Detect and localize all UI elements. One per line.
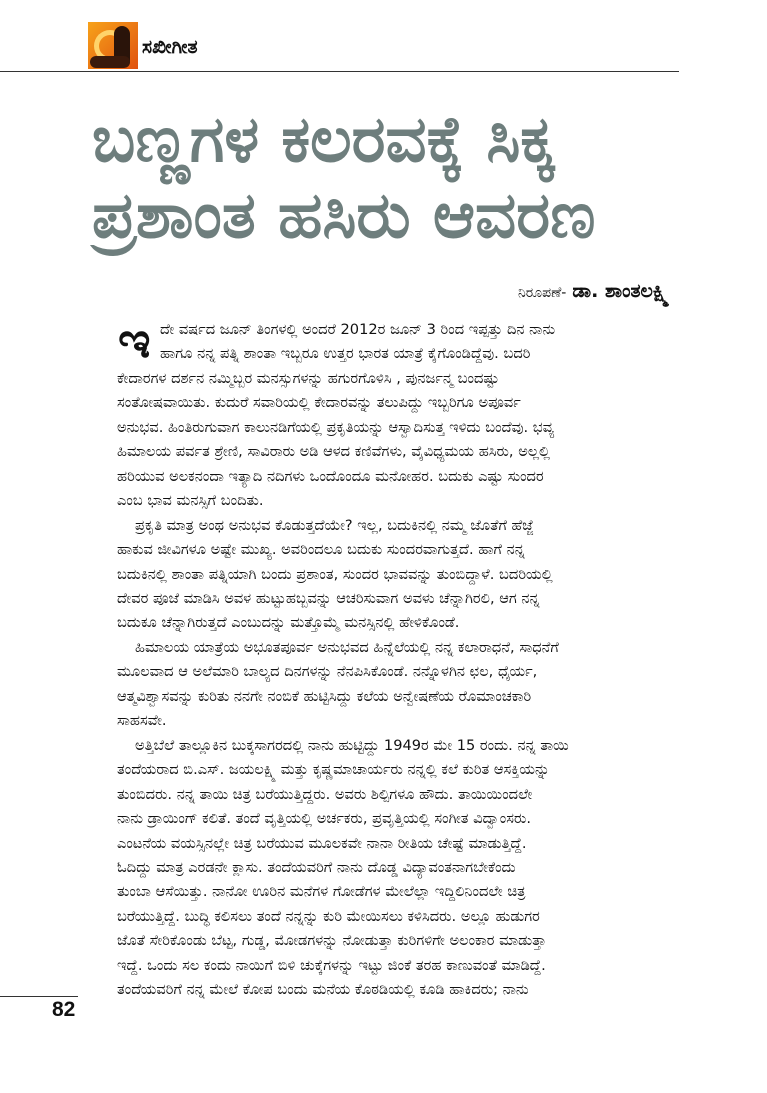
article-line: ಎಂಟನೆಯ ವಯಸ್ಸಿನಲ್ಲೇ ಚಿತ್ರ ಬರೆಯುವ ಮೂಲಕವೇ ನಾನಾ ರೀತಿಯ ಚೇಷ್ಟೆ ಮಾಡುತ್ತಿದ್ದೆ. — [117, 834, 527, 852]
section-name: ಸಖೀಗೀತ — [142, 36, 198, 58]
logo-base-icon — [90, 56, 130, 68]
article-line: ಸಂತೋಷವಾಯಿತು. ಕುದುರೆ ಸವಾರಿಯಲ್ಲಿ ಕೇದಾರವನ್ನು ತಲುಪಿದ್ದು ಇಬ್ಬರಿಗೂ ಅಪೂರ್ವ — [117, 394, 521, 412]
article-line: ತುಂಬಿದರು. ನನ್ನ ತಾಯಿ ಚಿತ್ರ ಬರೆಯುತ್ತಿದ್ದರು. ಅವರು ಶಿಲ್ಪಿಗಳೂ ಹೌದು. ತಾಯಿಯಿಂದಲೇ — [117, 785, 533, 803]
magazine-logo — [88, 22, 138, 69]
article-line: ಆತ್ಮವಿಶ್ವಾಸವನ್ನು ಕುರಿತು ನನಗೇ ನಂಬಿಕೆ ಹುಟ್ಟಿಸಿದ್ದು ಕಲೆಯ ಅನ್ವೇಷಣೆಯ ರೊಮಾಂಚಕಾರಿ — [117, 687, 532, 705]
article-line: ತಂದೆಯವರಿಗೆ ನನ್ನ ಮೇಲೆ ಕೋಪ ಬಂದು ಮನೆಯ ಕೊಠಡಿಯಲ್ಲಿ ಕೂಡಿ ಹಾಕಿದರು; ನಾನು — [117, 981, 529, 999]
byline — [518, 280, 669, 302]
article-line: ಪ್ರಕೃತಿ ಮಾತ್ರ ಅಂಥ ಅನುಭವ ಕೊಡುತ್ತದೆಯೇ? ಇಲ್ಲ, ಬದುಕಿನಲ್ಲಿ ನಮ್ಮ ಜೊತೆಗೆ ಹೆಜ್ಜೆ — [135, 516, 534, 534]
article-line: ಸಾಹಸವೇ. — [117, 712, 167, 730]
header-divider — [0, 71, 679, 72]
article-line: ಹಾಗೂ ನನ್ನ ಪತ್ನಿ ಶಾಂತಾ ಇಬ್ಬರೂ ಉತ್ತರ ಭಾರತ ಯಾತ್ರೆ ಕೈಗೊಂಡಿದ್ದೆವು. ಬದರಿ — [160, 345, 531, 363]
article-line: ಮೂಲವಾದ ಆ ಅಲೆಮಾರಿ ಬಾಲ್ಯದ ದಿನಗಳನ್ನು ನೆನಪಿಸಿಕೊಂಡೆ. ನನ್ನೊಳಗಿನ ಛಲ, ಧೈರ್ಯ, — [117, 663, 538, 681]
article-line: ಎಂಬ ಭಾವ ಮನಸ್ಸಿಗೆ ಬಂದಿತು. — [117, 492, 264, 510]
article-line: ಅತ್ತಿಬೆಲೆ ತಾಲ್ಲೂಕಿನ ಬುಕ್ಕಸಾಗರದಲ್ಲಿ ನಾನು ಹುಟ್ಟಿದ್ದು 1949ರ ಮೇ 15 ರಂದು. ನನ್ನ ತಾಯಿ — [135, 736, 569, 754]
article-line: ದೇವರ ಪೂಜೆ ಮಾಡಿಸಿ ಅವಳ ಹುಟ್ಟುಹಬ್ಬವನ್ನು ಆಚರಿಸುವಾಗ ಅವಳು ಚೆನ್ನಾಗಿರಲಿ, ಆಗ ನನ್ನ — [117, 589, 540, 607]
page-number: 82 — [52, 998, 76, 1021]
byline-label: ನಿರೂಪಣೆ- — [517, 285, 567, 301]
article-line: ಕೇದಾರಗಳ ದರ್ಶನ ನಮ್ಮಿಬ್ಬರ ಮನಸ್ಸುಗಳನ್ನು ಹಗುರಗೊಳಿಸಿ , ಪುನರ್ಜನ್ಮ ಬಂದಷ್ಟು — [117, 369, 500, 387]
article-body — [117, 318, 670, 1003]
page-number-divider — [0, 996, 78, 997]
title-line-2: ಪ್ರಶಾಂತ ಹಸಿರು ಆವರಣ — [92, 179, 596, 253]
article-line: ಹರಿಯುವ ಅಲಕನಂದಾ ಇತ್ಯಾದಿ ನದಿಗಳು ಒಂದೊಂದೂ ಮನೋಹರ. ಬದುಕು ಎಷ್ಟು ಸುಂದರ — [117, 467, 544, 485]
article-line: ಹಾಕುವ ಜೀವಿಗಳೂ ಅಷ್ಟೇ ಮುಖ್ಯ. ಅವರಿಂದಲೂ ಬದುಕು ಸುಂದರವಾಗುತ್ತದೆ. ಹಾಗೆ ನನ್ನ — [117, 541, 525, 559]
article-line: ಜೊತೆ ಸೇರಿಕೊಂಡು ಬೆಟ್ಟ, ಗುಡ್ಡ, ಮೋಡಗಳನ್ನು ನೋಡುತ್ತಾ ಕುರಿಗಳಿಗೇ ಅಲಂಕಾರ ಮಾಡುತ್ತಾ — [117, 932, 547, 950]
article-line: ಬರೆಯುತ್ತಿದ್ದೆ. ಬುದ್ಧಿ ಕಲಿಸಲು ತಂದೆ ನನ್ನನ್ನು ಕುರಿ ಮೇಯಿಸಲು ಕಳಿಸಿದರು. ಅಲ್ಲೂ ಹುಡುಗರ — [117, 907, 540, 925]
title-line-1: ಬಣ್ಣಗಳ ಕಲರವಕ್ಕೆ ಸಿಕ್ಕ — [92, 103, 556, 177]
article-line: ಓದಿದ್ದು ಮಾತ್ರ ಎರಡನೇ ಕ್ಲಾಸು. ತಂದೆಯವರಿಗೆ ನಾನು ದೊಡ್ಡ ವಿದ್ಯಾವಂತನಾಗಬೇಕೆಂದು — [117, 858, 516, 876]
article-line: ಹಿಮಾಲಯ ಪರ್ವತ ಶ್ರೇಣಿ, ಸಾವಿರಾರು ಅಡಿ ಆಳದ ಕಣಿವೆಗಳು, ವೈವಿಧ್ಯಮಯ ಹಸಿರು, ಅಲ್ಲಲ್ಲಿ — [117, 443, 551, 461]
article-line: ಬದುಕಿನಲ್ಲಿ ಶಾಂತಾ ಪತ್ನಿಯಾಗಿ ಬಂದು ಪ್ರಶಾಂತ, ಸುಂದರ ಭಾವವನ್ನು ತುಂಬಿದ್ದಾಳೆ. ಬದರಿಯಲ್ಲಿ — [117, 565, 553, 583]
article-line: ತಂದೆಯರಾದ ಬಿ.ಎಸ್. ಜಯಲಕ್ಷ್ಮಿ ಮತ್ತು ಕೃಷ್ಣಮಾಚಾರ್ಯರು ನನ್ನಲ್ಲಿ ಕಲೆ ಕುರಿತ ಆಸಕ್ತಿಯನ್ನು — [117, 761, 550, 779]
article-line: ಇದ್ದೆ. ಒಂದು ಸಲ ಕಂದು ನಾಯಿಗೆ ಬಿಳಿ ಚುಕ್ಕೆಗಳನ್ನು ಇಟ್ಟು ಜಿಂಕೆ ತರಹ ಕಾಣುವಂತೆ ಮಾಡಿದ್ದೆ. — [117, 956, 546, 974]
article-line: ದೇ ವರ್ಷದ ಜೂನ್ ತಿಂಗಳಲ್ಲಿ ಅಂದರೆ 2012ರ ಜೂನ್ 3 ರಿಂದ ಇಪ್ಪತ್ತು ದಿನ ನಾನು — [160, 321, 556, 338]
article-line: ನಾನು ಡ್ರಾಯಿಂಗ್ ಕಲಿತೆ. ತಂದೆ ವೃತ್ತಿಯಲ್ಲಿ ಅರ್ಚಕರು, ಪ್ರವೃತ್ತಿಯಲ್ಲಿ ಸಂಗೀತ ವಿದ್ವಾಂಸರು. — [117, 810, 531, 828]
article-title — [92, 102, 595, 254]
article-line: ತುಂಬಾ ಆಸೆಯಿತ್ತು. ನಾನೋ ಊರಿನ ಮನೆಗಳ ಗೋಡೆಗಳ ಮೇಲೆಲ್ಲಾ ಇದ್ದಿಲಿನಿಂದಲೇ ಚಿತ್ರ — [117, 883, 526, 901]
byline-author: ಡಾ. ಶಾಂತಲಕ್ಷ್ಮಿ — [572, 280, 669, 302]
article-line: ಬದುಕೂ ಚೆನ್ನಾಗಿರುತ್ತದೆ ಎಂಬುದನ್ನು ಮತ್ತೊಮ್ಮೆ ಮನಸ್ಸಿನಲ್ಲಿ ಹೇಳಿಕೊಂಡೆ. — [117, 614, 460, 632]
drop-cap: ಇ — [118, 311, 151, 369]
article-line: ಹಿಮಾಲಯ ಯಾತ್ರೆಯ ಅಭೂತಪೂರ್ವ ಅನುಭವದ ಹಿನ್ನೆಲೆಯಲ್ಲಿ ನನ್ನ ಕಲಾರಾಧನೆ, ಸಾಧನೆಗೆ — [135, 638, 559, 656]
article-line: ಅನುಭವ. ಹಿಂತಿರುಗುವಾಗ ಕಾಲುನಡಿಗೆಯಲ್ಲಿ ಪ್ರಕೃತಿಯನ್ನು ಆಸ್ವಾದಿಸುತ್ತ ಇಳಿದು ಬಂದೆವು. ಭವ್ಯ — [117, 418, 555, 436]
